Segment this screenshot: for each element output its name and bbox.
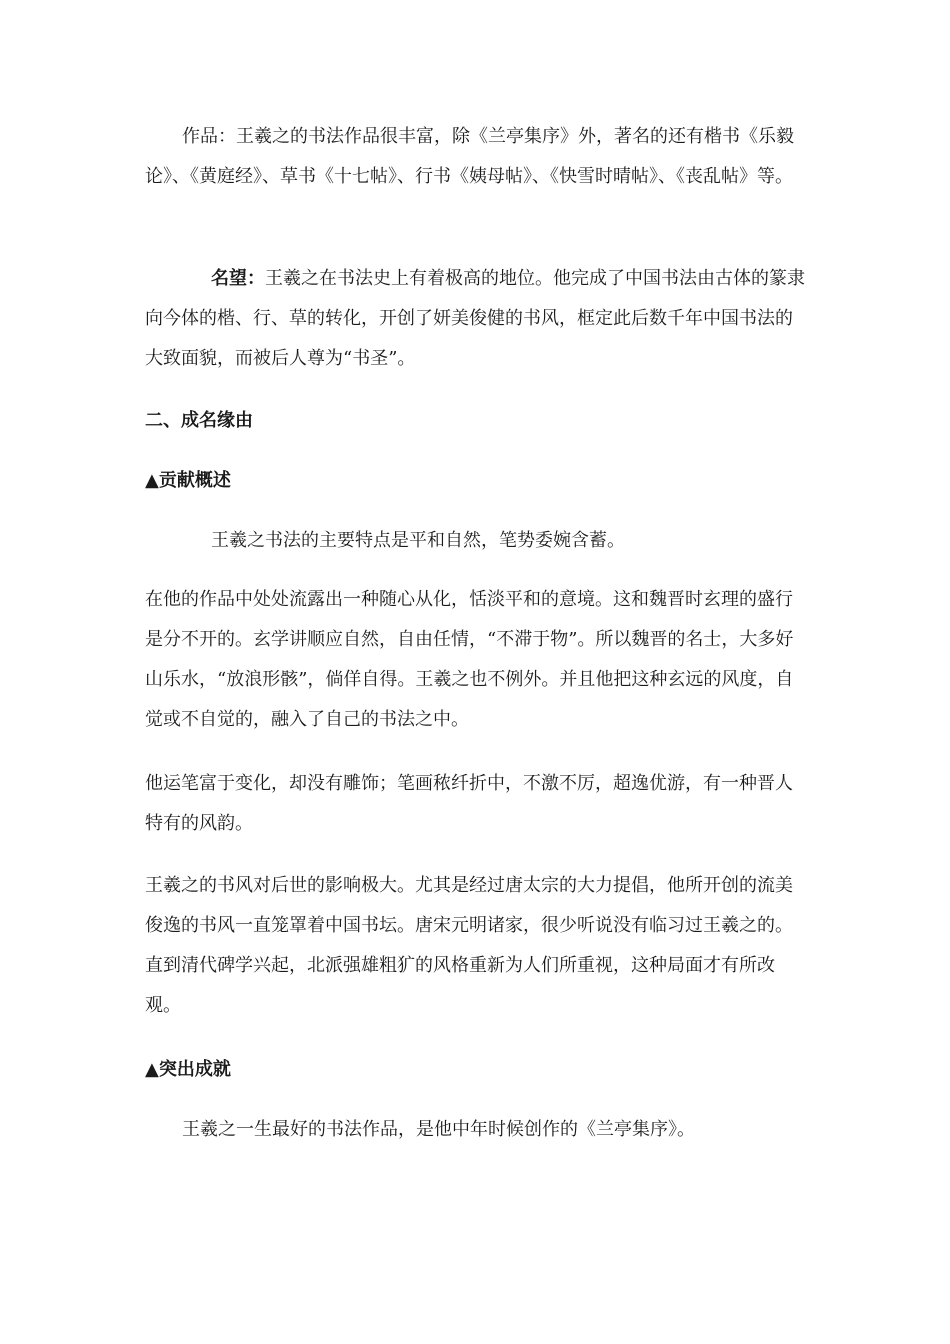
contribution-paragraph-4: 王羲之的书风对后世的影响极大。尤其是经过唐太宗的大力提倡，他所开创的流美俊逸的书风一直笼罩着中国书坛。唐宋元明诸家，很少听说没有临习过王羲之的。直到清代碑学兴起，北派强雄粗犷的风格重新为人们所重视，这种局面才有所改观。	[145, 875, 793, 1016]
works-paragraph	[145, 117, 810, 197]
fame-paragraph	[145, 259, 810, 379]
contribution-paragraph-2: 在他的作品中处处流露出一种随心从化，恬淡平和的意境。这和魏晋时玄理的盛行是分不开的。玄学讲顺应自然，自由任情，“不滞于物”。所以魏晋的名士，大多好山乐水，“放浪形骸”，倘佯自得。王羲之也不例外。并且他把这种玄远的风度，自觉或不自觉的，融入了自己的书法之中。	[145, 589, 794, 730]
fame-lead: 名望：	[211, 268, 265, 289]
achievement-heading: ▲突出成就	[145, 1059, 231, 1080]
contribution-paragraph-3: 他运笔富于变化，却没有雕饰；笔画秾纤折中，不激不厉，超逸优游，有一种晋人特有的风韵。	[145, 773, 793, 834]
works-text: 作品：王羲之的书法作品很丰富，除《兰亭集序》外，著名的还有楷书《乐毅论》、《黄庭经》、草书《十七帖》、行书《姨母帖》、《快雪时晴帖》、《丧乱帖》等。	[145, 126, 794, 187]
contribution-paragraph-1: 王羲之书法的主要特点是平和自然，笔势委婉含蓄。	[211, 530, 625, 551]
achievement-paragraph-1: 王羲之一生最好的书法作品，是他中年时候创作的《兰亭集序》。	[182, 1119, 695, 1140]
contribution-heading: ▲贡献概述	[145, 470, 231, 491]
fame-text: 王羲之在书法史上有着极高的地位。他完成了中国书法由古体的篆隶向今体的楷、行、草的转化，开创了妍美俊健的书风，框定此后数千年中国书法的大致面貌，而被后人尊为“书圣”。	[145, 268, 805, 369]
section-heading: 二、成名缘由	[145, 410, 253, 431]
